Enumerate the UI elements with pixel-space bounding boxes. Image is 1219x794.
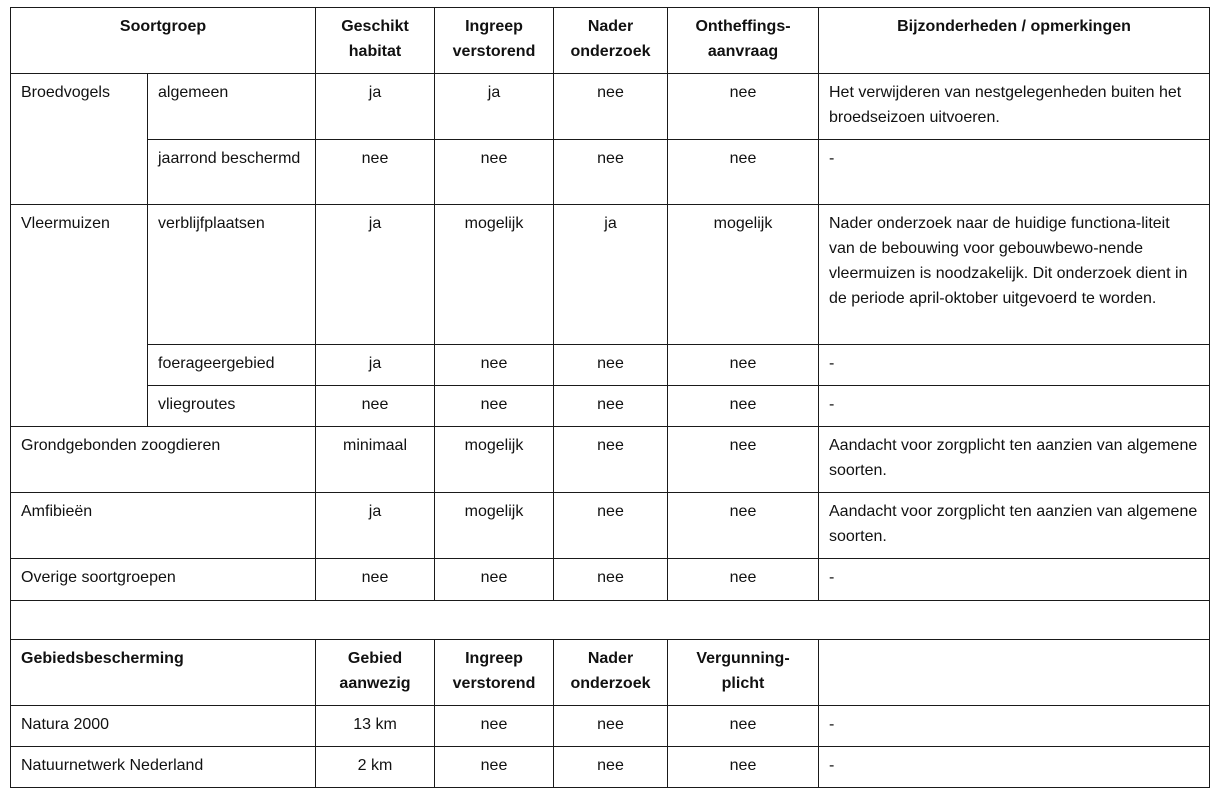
- aanwezig-cell: 13 km: [316, 706, 435, 747]
- group-cell: Amfibieën: [11, 493, 316, 559]
- ontheffing-cell: nee: [668, 345, 819, 386]
- habitat-cell: nee: [316, 140, 435, 205]
- subgroup-cell: verblijfplaatsen: [148, 205, 316, 345]
- onderzoek-cell: nee: [554, 140, 668, 205]
- header-ingreep-verstorend: Ingreep verstorend: [435, 640, 554, 706]
- ingreep-cell: nee: [435, 559, 554, 601]
- onderzoek-cell: nee: [554, 345, 668, 386]
- aanwezig-cell: 2 km: [316, 747, 435, 788]
- ontheffing-cell: nee: [668, 493, 819, 559]
- ontheffing-cell: nee: [668, 386, 819, 427]
- note-cell: -: [819, 559, 1210, 601]
- table-row: [11, 345, 1210, 386]
- ingreep-cell: mogelijk: [435, 205, 554, 345]
- habitat-cell: ja: [316, 205, 435, 345]
- group-cell: Overige soortgroepen: [11, 559, 316, 601]
- table-row: [11, 706, 1210, 747]
- note-cell: -: [819, 386, 1210, 427]
- header-gebiedsbescherming: Gebiedsbescherming: [11, 640, 316, 706]
- header-bijzonderheden: Bijzonderheden / opmerkingen: [819, 8, 1210, 74]
- header-nader-onderzoek: Nader onderzoek: [554, 8, 668, 74]
- ingreep-cell: ja: [435, 74, 554, 140]
- note-cell: -: [819, 345, 1210, 386]
- spacer-cell: [11, 601, 1210, 640]
- ontheffing-cell: nee: [668, 74, 819, 140]
- table-row: [11, 493, 1210, 559]
- onderzoek-cell: nee: [554, 559, 668, 601]
- subgroup-cell: foerageergebied: [148, 345, 316, 386]
- onderzoek-cell: nee: [554, 493, 668, 559]
- table-row: [11, 427, 1210, 493]
- ingreep-cell: nee: [435, 345, 554, 386]
- onderzoek-cell: nee: [554, 427, 668, 493]
- habitat-cell: nee: [316, 559, 435, 601]
- vergunning-cell: nee: [668, 747, 819, 788]
- spacer-row: [11, 601, 1210, 640]
- note-cell: Nader onderzoek naar de huidige functiona-liteit van de bebouwing voor gebouwbewo-nende vleermuizen is noodzakelijk. Dit onderzoek dient in de periode april-oktober uitgevoerd te worden.: [819, 205, 1210, 345]
- note-cell: -: [819, 747, 1210, 788]
- ontheffing-cell: nee: [668, 427, 819, 493]
- header-empty: [819, 640, 1210, 706]
- note-cell: Aandacht voor zorgplicht ten aanzien van algemene soorten.: [819, 493, 1210, 559]
- ontheffing-cell: nee: [668, 559, 819, 601]
- note-cell: Het verwijderen van nestgelegenheden buiten het broedseizoen uitvoeren.: [819, 74, 1210, 140]
- ingreep-cell: mogelijk: [435, 493, 554, 559]
- habitat-cell: ja: [316, 345, 435, 386]
- table-row: [11, 386, 1210, 427]
- ingreep-cell: nee: [435, 386, 554, 427]
- table-row: [11, 205, 1210, 345]
- group-cell: Grondgebonden zoogdieren: [11, 427, 316, 493]
- onderzoek-cell: nee: [554, 386, 668, 427]
- header-gebied-aanwezig: Gebied aanwezig: [316, 640, 435, 706]
- area-header-row: [11, 640, 1210, 706]
- ontheffing-cell: mogelijk: [668, 205, 819, 345]
- habitat-cell: ja: [316, 74, 435, 140]
- habitat-cell: minimaal: [316, 427, 435, 493]
- subgroup-cell: jaarrond beschermd: [148, 140, 316, 205]
- habitat-cell: nee: [316, 386, 435, 427]
- table-row: [11, 140, 1210, 205]
- ontheffing-cell: nee: [668, 140, 819, 205]
- habitat-cell: ja: [316, 493, 435, 559]
- onderzoek-cell: nee: [554, 74, 668, 140]
- onderzoek-cell: nee: [554, 747, 668, 788]
- ingreep-cell: mogelijk: [435, 427, 554, 493]
- ingreep-cell: nee: [435, 140, 554, 205]
- subgroup-cell: algemeen: [148, 74, 316, 140]
- onderzoek-cell: ja: [554, 205, 668, 345]
- onderzoek-cell: nee: [554, 706, 668, 747]
- subgroup-cell: vliegroutes: [148, 386, 316, 427]
- note-cell: -: [819, 706, 1210, 747]
- header-ontheffingsaanvraag: Ontheffings- aanvraag: [668, 8, 819, 74]
- area-name-cell: Natuurnetwerk Nederland: [11, 747, 316, 788]
- header-ingreep-verstorend: Ingreep verstorend: [435, 8, 554, 74]
- header-soortgroep: Soortgroep: [11, 8, 316, 74]
- note-cell: Aandacht voor zorgplicht ten aanzien van algemene soorten.: [819, 427, 1210, 493]
- area-name-cell: Natura 2000: [11, 706, 316, 747]
- note-cell: -: [819, 140, 1210, 205]
- species-header-row: [11, 8, 1210, 74]
- header-vergunningplicht: Vergunning- plicht: [668, 640, 819, 706]
- table-row: [11, 74, 1210, 140]
- ingreep-cell: nee: [435, 747, 554, 788]
- group-cell: Broedvogels: [11, 74, 148, 205]
- header-nader-onderzoek: Nader onderzoek: [554, 640, 668, 706]
- table-row: [11, 559, 1210, 601]
- header-geschikt-habitat: Geschikt habitat: [316, 8, 435, 74]
- table-row: [11, 747, 1210, 788]
- assessment-table: [10, 7, 1210, 788]
- ingreep-cell: nee: [435, 706, 554, 747]
- vergunning-cell: nee: [668, 706, 819, 747]
- group-cell: Vleermuizen: [11, 205, 148, 427]
